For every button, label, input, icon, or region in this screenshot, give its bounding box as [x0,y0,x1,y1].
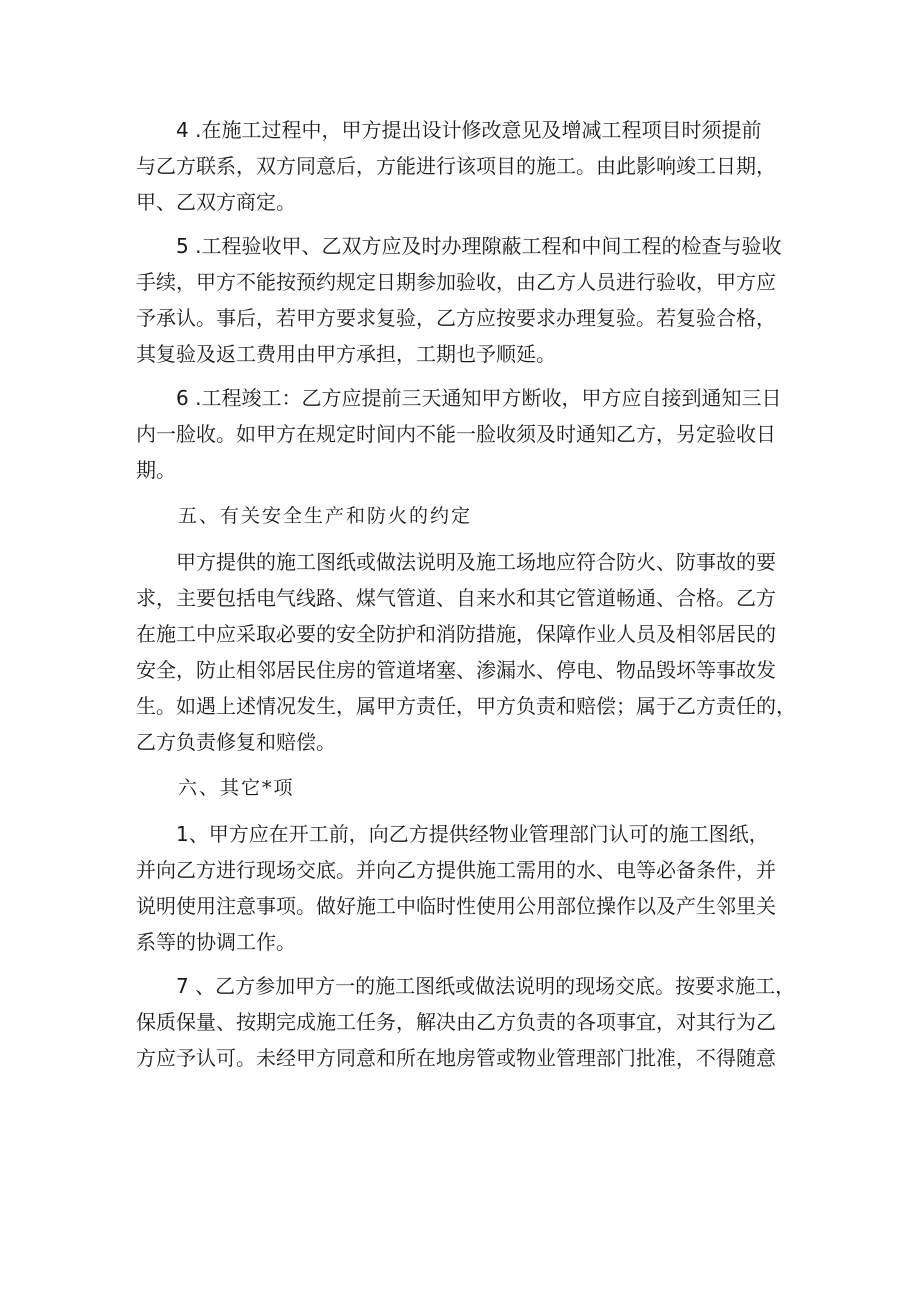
paragraph-line: 4 .在施工过程中，甲方提出设计修改意见及增减工程项目时须提前 [136,118,762,142]
paragraph-line: 并向乙方进行现场交底。并向乙方提供施工需用的水、电等必备条件，并 [136,858,776,882]
paragraph-line: 6 .工程竣工：乙方应提前三天通知甲方断收，甲方应自接到通知三日 [136,386,782,410]
paragraph [136,112,786,220]
paragraph-line: 7 、乙方参加甲方一的施工图纸或做法说明的现场交底。按要求施工， [136,974,796,998]
paragraph-line: 期。 [136,458,176,482]
paragraph-line: 保质保量、按期完成施工任务，解决由乙方负责的各项事宜，对其行为乙 [136,1010,776,1034]
paragraph-line: 求，主要包括电气线路、煤气管道、自来水和其它管道畅通、合格。乙方 [136,586,776,610]
paragraph [136,228,786,372]
paragraph [136,380,786,488]
paragraph [136,544,796,760]
section-heading [136,768,786,808]
paragraph-line: 甲、乙双方商定。 [136,190,296,214]
paragraph-line: 甲方提供的施工图纸或做法说明及施工场地应符合防火、防事故的要 [136,550,776,574]
paragraph-line: 1、甲方应在开工前，向乙方提供经物业管理部门认可的施工图纸， [136,822,769,846]
paragraph-line: 予承认。事后，若甲方要求复验，乙方应按要求办理复验。若复验合格， [136,306,776,330]
paragraph-line: 5 .工程验收甲、乙双方应及时办理隙蔽工程和中间工程的检查与验收 [136,234,782,258]
paragraph-line: 方应予认可。未经甲方同意和所在地房管或物业管理部门批准，不得随意 [136,1046,776,1070]
paragraph-line: 生。如遇上述情况发生，属甲方责任，甲方负责和赔偿；属于乙方责任的， [136,694,796,718]
heading-text: 六、其它*项 [136,777,295,799]
paragraph-line: 其复验及返工费用由甲方承担，工期也予顺延。 [136,342,556,366]
paragraph-line: 手续，甲方不能按预约规定日期参加验收，由乙方人员进行验收，甲方应 [136,270,776,294]
paragraph [136,816,786,960]
heading-text: 五、有关安全生产和防火的约定 [136,505,473,527]
paragraph-line: 与乙方联系，双方同意后，方能进行该项目的施工。由此影响竣工日期， [136,154,776,178]
paragraph-line: 内一脸收。如甲方在规定时间内不能一脸收须及时通知乙方，另定验收日 [136,422,776,446]
paragraph-line: 系等的协调工作。 [136,930,296,954]
paragraph-line: 安全，防止相邻居民住房的管道堵塞、渗漏水、停电、物品毁坏等事故发 [136,658,776,682]
paragraph-line: 说明使用注意事项。做好施工中临时性使用公用部位操作以及产生邻里关 [136,894,776,918]
section-heading [136,496,786,536]
paragraph-line: 在施工中应采取必要的安全防护和消防措施，保障作业人员及相邻居民的 [136,622,776,646]
paragraph-line: 乙方负责修复和赔偿。 [136,730,336,754]
paragraph [136,968,796,1076]
document-body [136,112,796,1084]
